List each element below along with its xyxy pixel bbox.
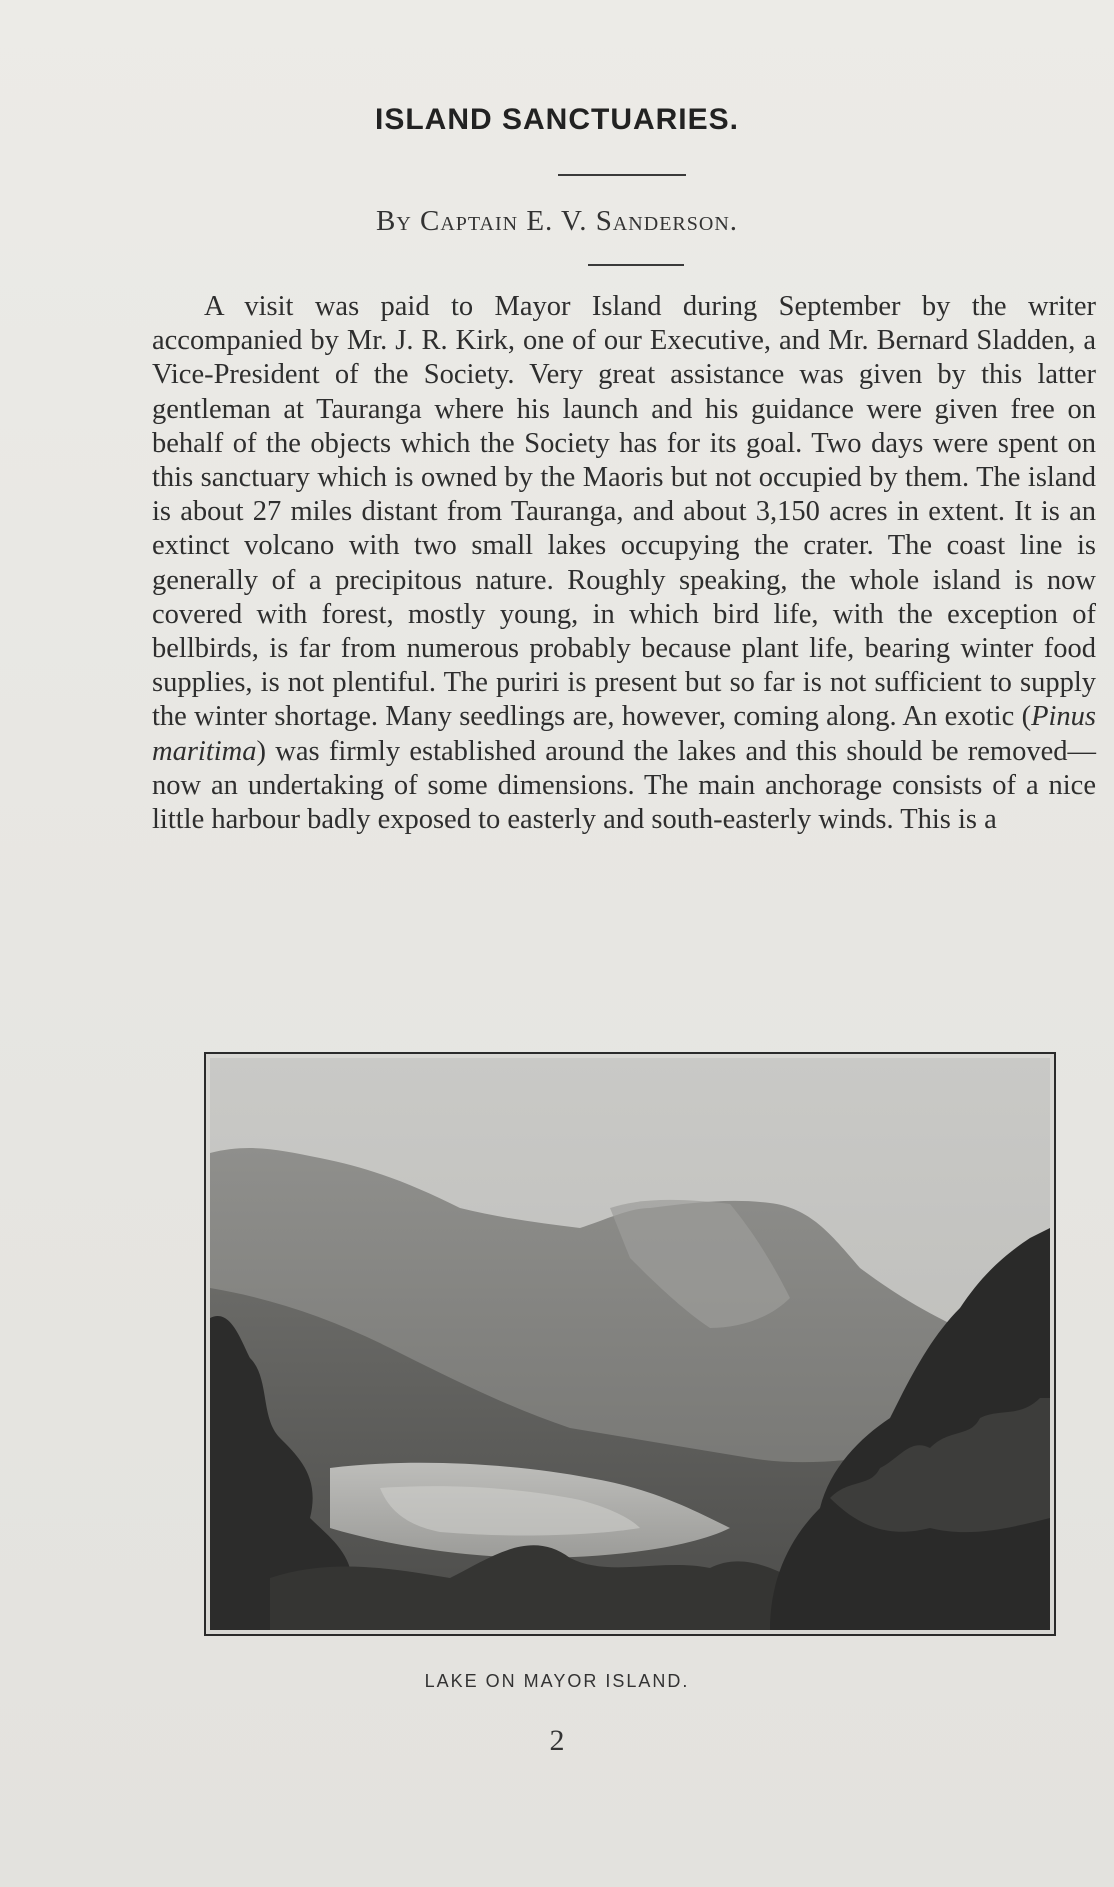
article-paragraph <box>152 290 1096 837</box>
paragraph-text-part1: A visit was paid to Mayor Island during September by the writer accompanied by Mr. J. R. Kirk, one of our Executive, and Mr. Bernard Sladden, a Vice-President of the Society. Very great assistance was given by this latter gentleman at Tauranga where his launch and his guidance were given free on behalf of the objects which the Society has for its goal. Two days were spent on this sanctuary which is owned by the Maoris but not occupied by them. The island is about 27 miles distant from Tauranga, and about 3,150 acres in extent. It is an extinct volcano with two small lakes occupying the crater. The coast line is generally of a precipitous nature. Roughly speaking, the whole island is now covered with forest, mostly young, in which bird life, with the exception of bellbirds, is far from numerous probably because plant life, bearing winter food supplies, is not plentiful. The puriri is present but so far is not sufficient to supply the winter shortage. Many seedlings are, however, coming along. An exotic ( <box>152 291 1096 733</box>
lake-photograph <box>204 1052 1056 1636</box>
article-title: ISLAND SANCTUARIES. <box>374 103 739 136</box>
article-byline: By Captain E. V. Sanderson. <box>375 205 739 237</box>
page-number: 2 <box>549 1724 565 1757</box>
paragraph-italic-species: Pinus maritima <box>152 701 1096 767</box>
byline-divider <box>588 264 684 266</box>
figure-caption: LAKE ON MAYOR ISLAND. <box>424 1671 690 1691</box>
paragraph-text-part2: ) was firmly established around the lakes and this should be removed—now an undertaking of some dimensions. The main anchorage consists of a nice little harbour badly exposed to easterly and south-easterly winds. This is a <box>152 735 1096 836</box>
lake-landscape-image <box>210 1058 1050 1630</box>
title-divider <box>558 174 686 176</box>
